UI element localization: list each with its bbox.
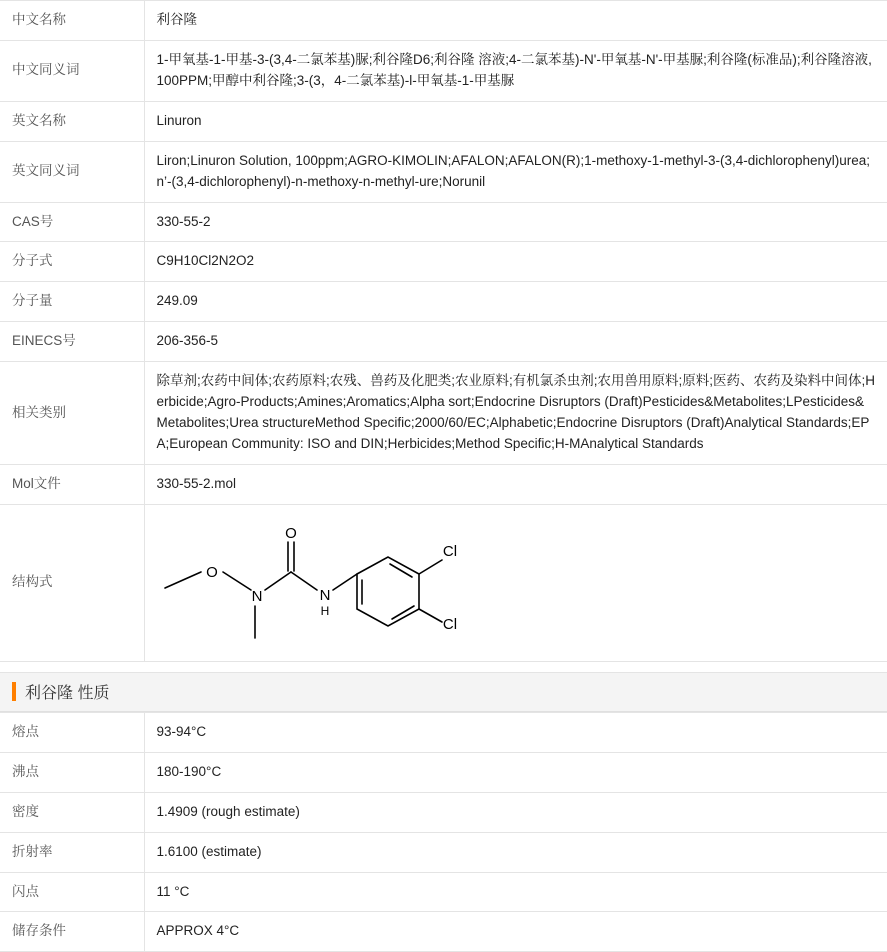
table-row: [0, 322, 887, 362]
row-label-chinese-synonyms: 中文同义词: [0, 40, 144, 101]
table-row: [0, 752, 887, 792]
table-row: [0, 202, 887, 242]
row-value-boiling-point: 180-190°C: [144, 752, 887, 792]
atom-label-o-methoxy: O: [205, 563, 218, 581]
row-value-refractive-index: 1.6100 (estimate): [144, 832, 887, 872]
row-value-mol-file[interactable]: 330-55-2.mol: [144, 464, 887, 504]
row-label-boiling-point: 沸点: [0, 752, 144, 792]
row-value-chinese-synonyms: 1-甲氧基-1-甲基-3-(3,4-二氯苯基)脲;利谷隆D6;利谷隆 溶液;4-二氯苯基)-N'-甲氧基-N'-甲基脲;利谷隆(标准品);利谷隆溶液,100PPM;甲醇中利谷隆;3-(3，4-二氯苯基)-l-甲氧基-1-甲基脲: [144, 40, 887, 101]
table-row: [0, 832, 887, 872]
linuron-structure-svg: [157, 514, 487, 652]
row-value-structure: [144, 504, 887, 661]
table-row: [0, 912, 887, 952]
row-value-storage-condition: APPROX 4°C: [144, 912, 887, 952]
table-row: [0, 242, 887, 282]
table-row: [0, 504, 887, 661]
properties-section-header: [0, 672, 887, 712]
atom-label-n-amide: N: [319, 586, 330, 604]
table-row: [0, 1, 887, 41]
row-label-chinese-name: 中文名称: [0, 1, 144, 41]
row-label-english-name: 英文名称: [0, 101, 144, 141]
atom-label-o-carbonyl: O: [284, 524, 297, 542]
atom-label-cl-bottom: Cl: [442, 615, 457, 633]
row-value-density: 1.4909 (rough estimate): [144, 792, 887, 832]
row-value-molecular-weight: 249.09: [144, 282, 887, 322]
table-row: [0, 141, 887, 202]
row-value-chinese-name[interactable]: 利谷隆: [144, 1, 887, 41]
row-value-molecular-formula: C9H10Cl2N2O2: [144, 242, 887, 282]
row-label-english-synonyms: 英文同义词: [0, 141, 144, 202]
row-value-flash-point: 11 °C: [144, 872, 887, 912]
properties-table: [0, 712, 887, 952]
table-row: [0, 464, 887, 504]
row-label-molecular-formula: 分子式: [0, 242, 144, 282]
row-label-flash-point: 闪点: [0, 872, 144, 912]
row-label-density: 密度: [0, 792, 144, 832]
row-label-melting-point: 熔点: [0, 712, 144, 752]
row-label-refractive-index: 折射率: [0, 832, 144, 872]
row-label-related-categories: 相关类别: [0, 362, 144, 465]
atom-label-h: H: [320, 603, 329, 618]
atom-label-n-methyl: N: [251, 587, 262, 605]
table-row: [0, 282, 887, 322]
structure-image: [157, 514, 487, 652]
atom-label-cl-top: Cl: [442, 542, 457, 560]
table-row: [0, 40, 887, 101]
row-value-english-synonyms: Liron;Linuron Solution, 100ppm;AGRO-KIMOLIN;AFALON;AFALON(R);1-methoxy-1-methyl-3-(3,4-dichlorophenyl)urea;n’-(3,4-dichlorophenyl)-n-methoxy-n-methyl-ure;Norunil: [144, 141, 887, 202]
section-title: 利谷隆 性质: [25, 685, 110, 703]
row-value-related-categories[interactable]: 除草剂;农药中间体;农药原料;农残、兽药及化肥类;农业原料;有机氯杀虫剂;农用兽用原料;原料;医药、农药及染料中间体;Herbicide;Agro-Products;Amines;Aromatics;Alpha sort;Endocrine Disruptors (Draft)Pesticides&Metabolites;LPesticides&Metabolites;Urea structureMethod Specific;2000/60/EC;Alphabetic;Endocrine Disruptors (Draft)Analytical Standards;EPA;European Community: ISO and DIN;Herbicides;Method Specific;H-MAnalytical Standards: [144, 362, 887, 465]
row-label-structure: 结构式: [0, 504, 144, 661]
row-label-einecs-number: EINECS号: [0, 322, 144, 362]
row-value-english-name: Linuron: [144, 101, 887, 141]
table-row: [0, 872, 887, 912]
table-row: [0, 712, 887, 752]
row-label-storage-condition: 储存条件: [0, 912, 144, 952]
row-label-cas-number: CAS号: [0, 202, 144, 242]
row-value-cas-number: 330-55-2: [144, 202, 887, 242]
section-accent-bar: [12, 682, 16, 701]
table-row: [0, 792, 887, 832]
table-row: [0, 362, 887, 465]
table-row: [0, 101, 887, 141]
row-value-einecs-number: 206-356-5: [144, 322, 887, 362]
row-label-mol-file: Mol文件: [0, 464, 144, 504]
row-value-melting-point: 93-94°C: [144, 712, 887, 752]
row-label-molecular-weight: 分子量: [0, 282, 144, 322]
